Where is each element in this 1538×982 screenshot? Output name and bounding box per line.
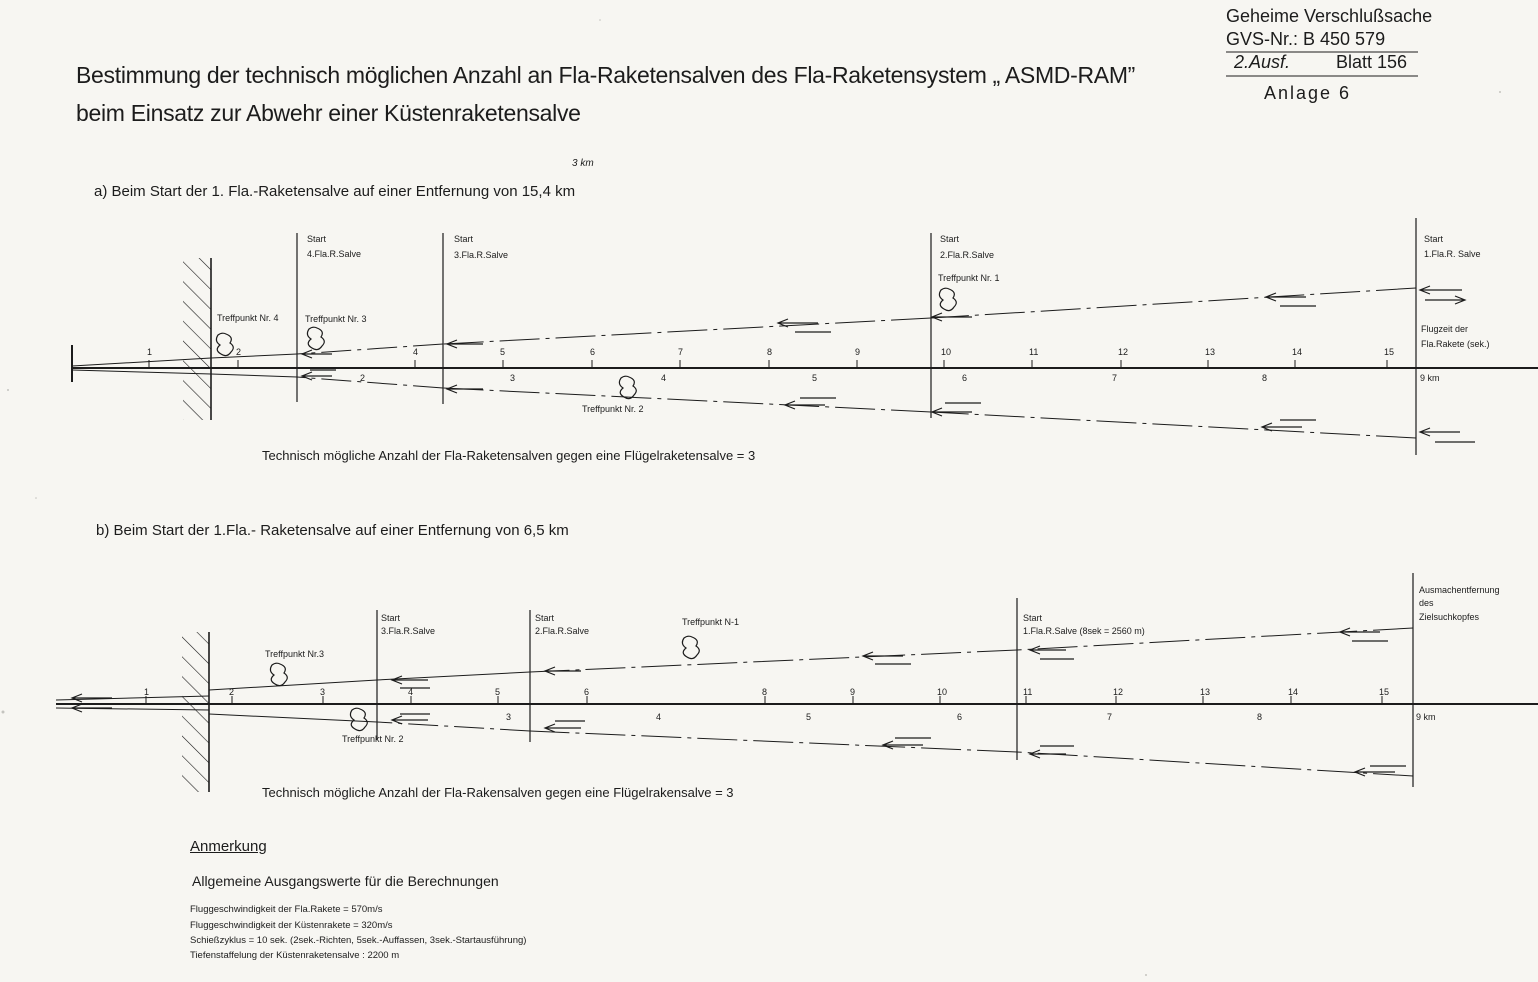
tick-a-dist: 2 bbox=[360, 373, 366, 383]
seeker-label-1: Ausmachentfernung bbox=[1419, 585, 1500, 595]
tick-a-dist-end: 9 km bbox=[1420, 373, 1440, 383]
section-b-explosion-icons bbox=[270, 636, 699, 730]
remark-item: Schießzyklus = 10 sek. (2sek.-Richten, 5sek.-Auffassen, 3sek.-Startausführung) bbox=[190, 935, 527, 946]
seeker-label-3: Zielsuchkopfes bbox=[1419, 612, 1480, 622]
remark-heading: Anmerkung bbox=[190, 838, 267, 855]
tick-a-time: 2 bbox=[236, 347, 242, 357]
start-label-b1-l2: 1.Fla.R.Salve (8sek = 2560 m) bbox=[1023, 626, 1145, 636]
tick-a-time: 10 bbox=[941, 347, 952, 357]
hit-label-a3: Treffpunkt Nr. 3 bbox=[305, 314, 367, 324]
tick-b-dist: 8 bbox=[1257, 712, 1263, 722]
tick-a-time: 6 bbox=[590, 347, 596, 357]
section-b-arrows bbox=[72, 628, 1406, 776]
sheet-number: Blatt 156 bbox=[1336, 52, 1408, 72]
start-label-b2-l2: 2.Fla.R.Salve bbox=[535, 626, 590, 636]
tick-b-time: 1 bbox=[144, 687, 150, 697]
start-label-a2-l1: Start bbox=[940, 234, 960, 244]
tick-b-time: 10 bbox=[937, 687, 948, 697]
tick-b-time: 15 bbox=[1379, 687, 1390, 697]
flight-time-label-1: Flugzeit der bbox=[1421, 324, 1469, 334]
hit-label-a2: Treffpunkt Nr. 2 bbox=[582, 404, 644, 414]
section-b-trajectories bbox=[56, 628, 1413, 776]
section-a-explosion-icons bbox=[216, 288, 956, 398]
tick-a-dist: 4 bbox=[661, 373, 667, 383]
tick-a-dist: 3 bbox=[510, 373, 516, 383]
start-label-b1-l1: Start bbox=[1023, 613, 1043, 623]
tick-a-time: 11 bbox=[1029, 347, 1039, 357]
hit-label-b3: Treffpunkt Nr.3 bbox=[265, 649, 325, 659]
hit-label-a4: Treffpunkt Nr. 4 bbox=[217, 313, 279, 323]
section-b-coast-wall bbox=[182, 632, 209, 792]
start-label-a3-l1: Start bbox=[454, 234, 474, 244]
tick-b-time: 2 bbox=[229, 687, 235, 697]
flight-time-label-2: Fla.Rakete (sek.) bbox=[1421, 339, 1490, 349]
hit-label-b2: Treffpunkt Nr. 2 bbox=[342, 734, 404, 744]
section-a-coast-wall bbox=[183, 258, 211, 420]
section-a-start-lines bbox=[297, 218, 1416, 455]
start-label-a3-l2: 3.Fla.R.Salve bbox=[454, 250, 509, 260]
tick-a-time: 8 bbox=[767, 347, 773, 357]
tick-b-time: 8 bbox=[762, 687, 768, 697]
tick-b-dist: 6 bbox=[957, 712, 963, 722]
start-label-b3-l2: 3.Fla.R.Salve bbox=[381, 626, 436, 636]
tick-a-dist: 5 bbox=[812, 373, 818, 383]
tick-a-time: 4 bbox=[413, 347, 419, 357]
start-label-a2-l2: 2.Fla.R.Salve bbox=[940, 250, 995, 260]
header-stamp-lines bbox=[1226, 52, 1418, 76]
tick-a-time: 5 bbox=[500, 347, 506, 357]
tick-b-dist: 5 bbox=[806, 712, 812, 722]
tick-b-dist: 4 bbox=[656, 712, 662, 722]
classification-stamp: Geheime Verschlußsache bbox=[1226, 6, 1433, 26]
remark-subheading: Allgemeine Ausgangswerte für die Berechnungen bbox=[192, 873, 499, 889]
start-label-b3-l1: Start bbox=[381, 613, 401, 623]
tick-b-time: 9 bbox=[850, 687, 856, 697]
remark-item: Fluggeschwindigkeit der Fla.Rakete = 570m/s bbox=[190, 904, 383, 915]
tick-b-time: 6 bbox=[584, 687, 590, 697]
section-b-heading: b) Beim Start der 1.Fla.- Raketensalve auf einer Entfernung von 6,5 km bbox=[96, 522, 569, 539]
section-b-start-lines bbox=[377, 573, 1413, 787]
copy-number: 2.Ausf. bbox=[1234, 52, 1291, 72]
seeker-label-2: des bbox=[1419, 598, 1434, 608]
section-a-result: Technisch mögliche Anzahl der Fla-Raketensalven gegen eine Flügelraketensalve = 3 bbox=[262, 448, 756, 463]
start-label-a1-l2: 1.Fla.R. Salve bbox=[1424, 249, 1481, 259]
tick-a-time: 7 bbox=[678, 347, 684, 357]
margin-note: 3 km bbox=[572, 158, 594, 169]
page-title-line1: Bestimmung der technisch möglichen Anzahl an Fla-Raketensalven des Fla-Raketensystem „ ASMD-RAM” bbox=[76, 62, 1136, 88]
tick-a-time: 1 bbox=[147, 347, 153, 357]
hit-label-a1: Treffpunkt Nr. 1 bbox=[938, 273, 1000, 283]
section-a-trajectories bbox=[72, 288, 1416, 438]
section-b-tick-marks bbox=[146, 696, 1382, 704]
tick-a-time: 13 bbox=[1205, 347, 1216, 357]
hit-label-b1: Treffpunkt N-1 bbox=[682, 617, 740, 627]
tick-b-time: 13 bbox=[1200, 687, 1211, 697]
start-label-a4-l2: 4.Fla.R.Salve bbox=[307, 249, 362, 259]
scan-specks bbox=[2, 19, 1502, 976]
tick-b-time: 12 bbox=[1113, 687, 1124, 697]
tick-a-time: 14 bbox=[1292, 347, 1303, 357]
remark-item: Fluggeschwindigkeit der Küstenrakete = 320m/s bbox=[190, 920, 393, 931]
page-title-line2: beim Einsatz zur Abwehr einer Küstenraketensalve bbox=[76, 100, 581, 126]
section-a-arrows bbox=[302, 286, 1475, 442]
tick-a-dist: 6 bbox=[962, 373, 968, 383]
section-b-result: Technisch mögliche Anzahl der Fla-Rakensalven gegen eine Flügelrakensalve = 3 bbox=[262, 785, 734, 800]
tick-b-dist: 7 bbox=[1107, 712, 1113, 722]
remark-item: Tiefenstaffelung der Küstenraketensalve : 2200 m bbox=[190, 950, 400, 961]
tick-b-dist-end: 9 km bbox=[1416, 712, 1436, 722]
tick-b-dist: 3 bbox=[506, 712, 512, 722]
tick-a-dist: 7 bbox=[1112, 373, 1118, 383]
tick-a-time: 9 bbox=[855, 347, 861, 357]
registration-number: GVS-Nr.: B 450 579 bbox=[1226, 29, 1386, 49]
start-label-a1-l1: Start bbox=[1424, 234, 1444, 244]
start-label-a4-l1: Start bbox=[307, 234, 327, 244]
tick-a-time: 12 bbox=[1118, 347, 1129, 357]
tick-b-time: 11 bbox=[1023, 687, 1033, 697]
section-a-heading: a) Beim Start der 1. Fla.-Raketensalve auf einer Entfernung von 15,4 km bbox=[94, 183, 576, 200]
annex-label: Anlage 6 bbox=[1264, 83, 1352, 103]
tick-b-time: 3 bbox=[320, 687, 326, 697]
start-label-b2-l1: Start bbox=[535, 613, 555, 623]
section-a-tick-marks bbox=[149, 360, 1387, 368]
tick-a-dist: 8 bbox=[1262, 373, 1268, 383]
tick-a-time: 15 bbox=[1384, 347, 1395, 357]
tick-b-time: 14 bbox=[1288, 687, 1299, 697]
tick-b-time: 4 bbox=[408, 687, 414, 697]
tick-b-time: 5 bbox=[495, 687, 501, 697]
